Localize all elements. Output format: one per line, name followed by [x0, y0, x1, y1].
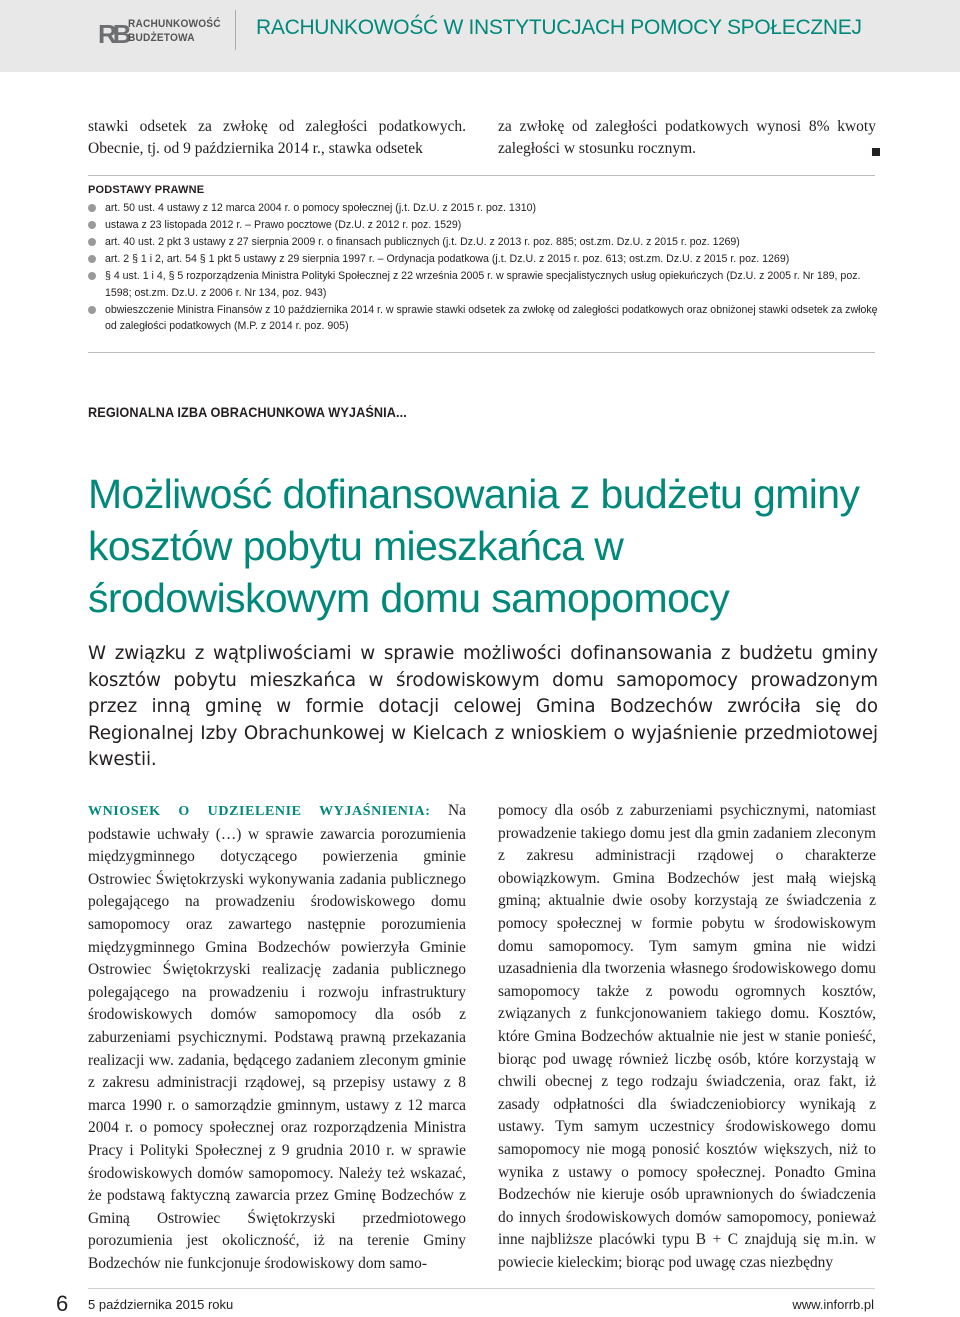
body-right-column	[498, 800, 876, 1274]
footer-divider	[88, 1288, 875, 1289]
publication-logo	[98, 12, 228, 56]
issue-date: 5 października 2015 roku	[88, 1297, 234, 1312]
bullet-icon	[88, 238, 96, 246]
legal-basis-item: art. 2 § 1 i 2, art. 54 § 1 pkt 5 ustawy z 29 sierpnia 1997 r. – Ordynacja podatkowa (j.t. Dz.U. z 2015 r. poz. 613; ost.zm. Dz.U. z 2015 r. poz. 1269)	[88, 251, 878, 268]
bullet-icon	[88, 221, 96, 229]
logo-mark: RB	[98, 19, 128, 49]
website-link[interactable]: www.inforrb.pl	[792, 1297, 874, 1312]
legal-basis-heading: PODSTAWY PRAWNE	[88, 184, 205, 196]
header-divider	[235, 10, 236, 50]
article-title: Możliwość dofinansowania z budżetu gminy kosztów pobytu mieszkańca w środowiskowym domu samopomocy	[88, 471, 860, 621]
divider-top	[88, 175, 875, 176]
page-header	[0, 0, 960, 72]
bullet-icon	[88, 306, 96, 314]
body-left-column	[88, 800, 466, 1275]
page-number: 6	[56, 1291, 69, 1316]
legal-basis-item: art. 40 ust. 2 pkt 3 ustawy z 27 sierpnia 2009 r. o finansach publicznych (j.t. Dz.U. z 2013 r. poz. 885; ost.zm. Dz.U. z 2015 r. poz. 1269)	[88, 234, 878, 251]
body-left-paragraph	[88, 800, 466, 1275]
legal-basis-list	[88, 200, 878, 336]
legal-basis-item: ustawa z 23 listopada 2012 r. – Prawo pocztowe (Dz.U. z 2012 r. poz. 1529)	[88, 217, 878, 234]
body-left-text: Na podstawie uchwały (…) w sprawie zawarcia porozumienia międzygminnego dotyczącego powierzenia gminie Ostrowiec Świętokrzyski wykonywania zadania publicznego polegającego na prowadzeniu środowiskowego domu samopomocy oraz zawartego następnie porozumienia międzygminnego Gmina Bodzechów powierzyła Gminie Ostrowiec Świętokrzyski realizację zadania publicznego polegającego na prowadzeniu i rozwoju infrastruktury środowiskowych domów samopomocy dla osób z zaburzeniami psychicznymi. Podstawą prawną przekazania realizacji ww. zadania, będącego zadaniem zleconym gminie z zakresu administracji rządowej, są przepisy ustawy z 8 marca 1990 r. o samorządzie gminnym, ustawy z 12 marca 2004 r. o pomocy społecznej oraz rozporządzenia Ministra Pracy i Polityki Społecznej z 9 grudnia 2010 r. w sprawie środowiskowych domów samopomocy. Należy też wskazać, że podstawą faktyczną zawarcia przez Gminę Bodzechów z Gminą Ostrowiec Świętokrzyski przedmiotowego porozumienia jest okoliczność, iż na terenie Gminy Bodzechów nie funkcjonuje środowiskowy dom samo-	[88, 802, 466, 1272]
article-lead: W związku z wątpliwościami w sprawie możliwości dofinansowania z budżetu gminy kosztów pobytu mieszkańca w środowiskowym domu samopomocy prowadzonym przez inną gminę w formie dotacji celowej Gmina Bodzechów zwróciła się do Regionalnej Izby Obrachunkowej w Kielcach z wnioskiem o wyjaśnienie przedmiotowej kwestii.	[88, 643, 878, 771]
intro-left-column: stawki odsetek za zwłokę od zaległości podatkowych. Obecnie, tj. od 9 października 2014 r., stawka odsetek	[88, 118, 466, 157]
end-of-article-icon	[872, 148, 880, 156]
request-keyword: WNIOSEK O UDZIELENIE WYJAŚNIENIA:	[88, 804, 431, 819]
legal-basis-item: art. 50 ust. 4 ustawy z 12 marca 2004 r. o pomocy społecznej (j.t. Dz.U. z 2015 r. poz. 1310)	[88, 200, 878, 217]
body-right-text: pomocy dla osób z zaburzeniami psychicznymi, natomiast prowadzenie takiego domu jest dla gmin zadaniem zleconym z zakresu administracji rządowej o charakterze obowiązkowym. Gmina Bodzechów jest małą wiejską gminą; aktualnie dwie osoby korzystają ze świadczenia z pomocy społecznej w formie pobytu w środowiskowym domu samopomocy. Tym samym gmina nie widzi uzasadnienia dla tworzenia własnego środowiskowego domu samopomocy także z powodu ogromnych kosztów, związanych z funkcjonowaniem takiego domu. Kosztów, które Gmina Bodzechów aktualnie nie jest w stanie ponieść, biorąc pod uwagę również liczbę osób, które korzystają w chwili obecnej z tego rodzaju świadczenia, oraz fakt, iż zasady odpłatności dla świadczeniobiorcy wynikają z ustawy. Tym samym uczestnicy środowiskowego domu samopomocy nie mogą ponosić kosztów większych, niż to wynika z ustawy o pomocy społecznej. Ponadto Gmina Bodzechów nie kieruje osób uprawnionych do świadczenia do innych środowiskowych domów samopomocy, ponieważ inne najbliższe placówki typu B + C znajdują się m.in. w powiecie kieleckim; biorąc pod uwagę czas niezbędny	[498, 802, 876, 1271]
section-title: RACHUNKOWOŚĆ W INSTYTUCJACH POMOCY SPOŁECZNEJ	[256, 16, 862, 39]
bullet-icon	[88, 255, 96, 263]
logo-line-1: RACHUNKOWOŚĆ	[128, 18, 221, 30]
intro-right-column	[498, 116, 876, 160]
legal-basis-item: obwieszczenie Ministra Finansów z 10 października 2014 r. w sprawie stawki odsetek za zwłokę od zaległości podatkowych oraz obniżonej stawki odsetek za zwłokę od zaległości podatkowych (M.P. z 2014 r. poz. 905)	[88, 302, 878, 335]
legal-basis-item: § 4 ust. 1 i 4, § 5 rozporządzenia Ministra Polityki Społecznej z 22 września 2005 r. w sprawie specjalistycznych usług opiekuńczych (Dz.U. z 2005 r. Nr 189, poz. 1598; ost.zm. Dz.U. z 2006 r. Nr 134, poz. 943)	[88, 268, 878, 301]
logo-line-2: BUDŻETOWA	[128, 32, 195, 44]
rio-section-heading: REGIONALNA IZBA OBRACHUNKOWA WYJAŚNIA...	[88, 405, 407, 420]
bullet-icon	[88, 272, 96, 280]
divider-bottom	[88, 352, 875, 353]
bullet-icon	[88, 204, 96, 212]
intro-right-text: za zwłokę od zaległości podatkowych wynosi 8% kwoty zaległości w stosunku rocznym.	[498, 118, 876, 157]
